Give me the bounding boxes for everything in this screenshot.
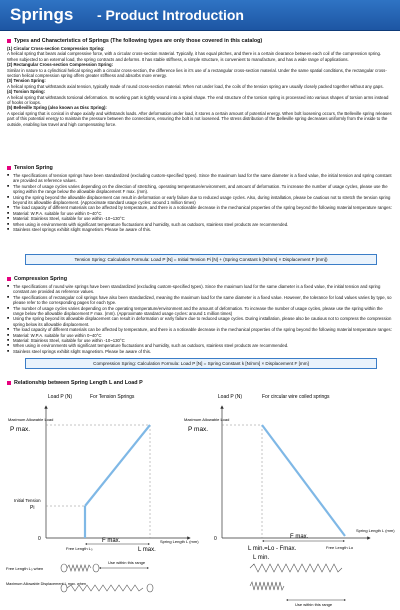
tension-bullet: ■ Stainless steel springs exhibit slight magnetism. Please be aware of this. bbox=[7, 227, 393, 232]
relationship-diagram bbox=[0, 388, 400, 610]
tension-bottom-free-label: Free Length L₀ when bbox=[6, 566, 44, 571]
tension-range-note: Use within this range bbox=[108, 560, 146, 565]
relationship-heading bbox=[7, 380, 143, 386]
tension-bullet: ■ Material: Stainless Steel, suitable for use within -10~130°C bbox=[7, 216, 393, 221]
compression-fmax-label: F max. bbox=[290, 534, 309, 540]
type-2-body: Similar in nature to a cylindrical helical spring with a circular cross-section, the difference lies in it's use of a rectangular cross-section material. Under the same spatial conditions, the rectangular cross-section helical compression spring offers greater stiffness and absorbs more energy. bbox=[7, 67, 387, 79]
type-4-body: A helical spring that withstands torsional deformation. Its working part is tightly wound into a spiral shape. The end structure of the torsion spring is processed into various shapes of torsion arms instead of hooks or loops. bbox=[7, 94, 389, 106]
compression-graph-subtitle: For circular wire coiled springs bbox=[262, 394, 330, 400]
tension-pmax-label: P max. bbox=[10, 426, 31, 433]
header-subtitle: - Product Introduction bbox=[97, 7, 244, 23]
tension-bullet: ■ When using in environments with significant temperature fluctuations and humidity, such as outdoors, stainless steel products are recommended. bbox=[7, 222, 393, 227]
compression-bullet: ■ Using the spring beyond its allowable displacement can result in deformation or early failure due to reduced usage cycles. During installation, please also be cautious not to compress the compression spring below its allowable displacement. bbox=[7, 316, 393, 327]
compression-bullet: ■ Material: Stainless Steel, suitable for use within -10~130°C bbox=[7, 338, 393, 343]
compression-heading bbox=[7, 276, 67, 282]
compression-bullet: ■ When using in environments with significant temperature fluctuations and humidity, such as outdoors, stainless steel products are recommended. bbox=[7, 343, 393, 348]
compression-heading-text: Compression Spring bbox=[14, 276, 68, 282]
type-1-title: (1) Circular Cross-section Compression Spring: bbox=[7, 46, 105, 51]
tension-formula-box: Tension Spring: Calculation Formula: Load P [N] = Initial Tension Pi [N] + (Spring Constant k [N/mm] × Displacement F [mm]) bbox=[25, 254, 377, 265]
section-marker-icon bbox=[7, 166, 11, 170]
compression-bullet: ■ The specifications of round wire springs have been standardized (excluding custom-specified types). Since the maximum load for the same diameter is a fixed value, the initial tension and spring constant are provided as reference values. bbox=[7, 284, 393, 295]
tension-initial-label: Initial Tension bbox=[14, 498, 41, 503]
tension-graph-subtitle: For Tension Springs bbox=[90, 394, 135, 400]
section-marker-icon bbox=[7, 39, 11, 43]
type-4-title: (4) Torsion Spring: bbox=[7, 89, 46, 95]
type-3-title: (3) Tension Spring: bbox=[7, 78, 46, 84]
tension-bullet: ■ The number of usage cycles varies depending on the direction of stretching, operating temperature/environment, and amount of deformation. To increase the number of usage cycles, please use the spring within the range below the allowable displacement F max. (mm). bbox=[7, 184, 393, 195]
tension-heading-text: Tension Spring bbox=[14, 165, 53, 171]
compression-origin-label: 0 bbox=[214, 536, 217, 542]
tension-heading bbox=[7, 165, 53, 171]
compression-load-line bbox=[262, 425, 345, 536]
header-title: Springs bbox=[10, 5, 74, 24]
compression-graph-y-axis-label: Load P (N) bbox=[217, 394, 242, 400]
tension-max-load-label: Maximum Allowable Load bbox=[8, 417, 54, 422]
tension-bullet: ■ Material: W.P.A. suitable for use within 0~40°C bbox=[7, 211, 393, 216]
type-1-body: A helical spring that bears axial compressive force, with a circular cross-section material. Typically, it has equal pitches, and there is a certain clearance between each coil of the compression spring. When subjected to an external load, the spring contracts and deforms. It has stable stiffness, a simple structure, is convenient to manufacture, and has a wide range of applications. bbox=[7, 51, 382, 62]
type-3-body: A helical spring that withstands axial tension, typically made of round cross-section material. When not under load, the coils of the tension spring are usually closely packed together without any gaps. bbox=[7, 83, 384, 89]
types-body bbox=[7, 46, 393, 127]
tension-bullet: ■ Using the spring beyond the allowable displacement can result in deformation or early failure due to reduced usage cycles. Also, during installation, please be cautious not to stretch the tension spring beyond its allowable displacement. (Approximate standard usage cycles: around 1 million times) bbox=[7, 195, 393, 206]
tension-spring-free-icon bbox=[61, 564, 99, 572]
compression-bullet: ■ The specifications of rectangular coil springs have also been standardized, meaning the maximum load for the same diameter is a fixed value. However, the tolerance for load values varies by type, so please refer to the corresponding pages for each type. bbox=[7, 295, 393, 306]
compression-spring-free-icon bbox=[250, 564, 342, 572]
compression-range-note: Use within this range bbox=[295, 602, 333, 607]
types-heading bbox=[7, 38, 262, 44]
compression-bullet: ■ Stainless steel springs exhibit slight magnetism. Please be aware of this. bbox=[7, 349, 393, 354]
tension-graph-y-axis-label: Load P (N) bbox=[47, 394, 72, 400]
compression-max-load-label: Maximum Allowable Load bbox=[184, 417, 230, 422]
compression-x-axis-label: Spring Length L (mm) bbox=[356, 528, 395, 533]
tension-origin-label: 0 bbox=[38, 536, 41, 542]
tension-lmax-label: L max. bbox=[138, 547, 156, 553]
type-2-title: (2) Rectangular Cross-section Compression Spring: bbox=[7, 62, 114, 68]
compression-bullet: ■ The load capacity of different materials can be affected by temperature, and there is a noticeable decrease in the mechanical properties of the spring beyond the following material temperature ranges: bbox=[7, 327, 393, 332]
compression-formula-box: Compression Spring: Calculation Formula: Load P [N] = Spring Constant k [N/mm] × Displacement F [mm] bbox=[25, 358, 377, 369]
tension-body bbox=[7, 173, 393, 232]
section-marker-icon bbox=[7, 381, 11, 385]
compression-lmin-eq-label: L min.=Lo - Fmax. bbox=[248, 546, 297, 552]
compression-body bbox=[7, 284, 393, 354]
tension-bullet: ■ The load capacity of different materials can be affected by temperature, and there is a noticeable decrease in the mechanical properties of the spring beyond the following material temperature ranges: bbox=[7, 205, 393, 210]
tension-load-line bbox=[85, 425, 150, 506]
tension-bottom-max-label: Maximum Allowable Displacement L max. when bbox=[6, 582, 87, 586]
tension-x-axis-label: Spring Length L (mm) bbox=[160, 539, 199, 544]
compression-bullet: ■ The number of usage cycles varies depending on the operating temperature/environment and the amount of deformation. To increase the number of usage cycles, please use the spring within the range below the allowable displacement F max. (mm). (Approximate standard usage cycles: around 1 million times) bbox=[7, 306, 393, 317]
compression-graph bbox=[184, 394, 395, 607]
type-5-body: A special spring that is conical in shape axially and withstands loads. After deformation under load, it stores a certain amount of potential energy. When bolt loosening occurs, the Belleville spring releases part of this potential energy to maintain the pressure between the connections, ensuring the bolt is not loosened. The stress distribution of the Belleville spring decreases uniformly from the inside to the outside, enabling low travel and high compensating force. bbox=[7, 110, 392, 127]
tension-free-length-label: Free Length L₀ bbox=[66, 546, 93, 551]
type-5-title: (5) Belleville Spring (also known as Disc Spring): bbox=[7, 105, 107, 111]
tension-pi-label: Pi bbox=[30, 505, 35, 511]
page-header bbox=[0, 0, 400, 31]
types-heading-text: Types and Characteristics of Springs (The following types are only those covered in this catalog) bbox=[14, 38, 263, 44]
compression-pmax-label: P max. bbox=[188, 426, 209, 433]
compression-bullet: ■ Material: W.P.A. suitable for use within 0~40°C bbox=[7, 333, 393, 338]
compression-lmin-label: L min. bbox=[253, 555, 270, 561]
tension-fmax-label: F max. bbox=[102, 538, 121, 544]
compression-spring-compressed-icon bbox=[250, 582, 284, 590]
tension-graph bbox=[6, 394, 199, 592]
relationship-heading-text: Relationship between Spring Length L and Load P bbox=[14, 380, 143, 386]
section-marker-icon bbox=[7, 277, 11, 281]
tension-bullet: ■ The specifications of tension springs have been standardized (excluding custom-specified types). Since the maximum load for the same diameter is a fixed value, the initial tension and spring constant are provided as reference values. bbox=[7, 173, 393, 184]
compression-free-length-label: Free Length Lo bbox=[326, 545, 354, 550]
